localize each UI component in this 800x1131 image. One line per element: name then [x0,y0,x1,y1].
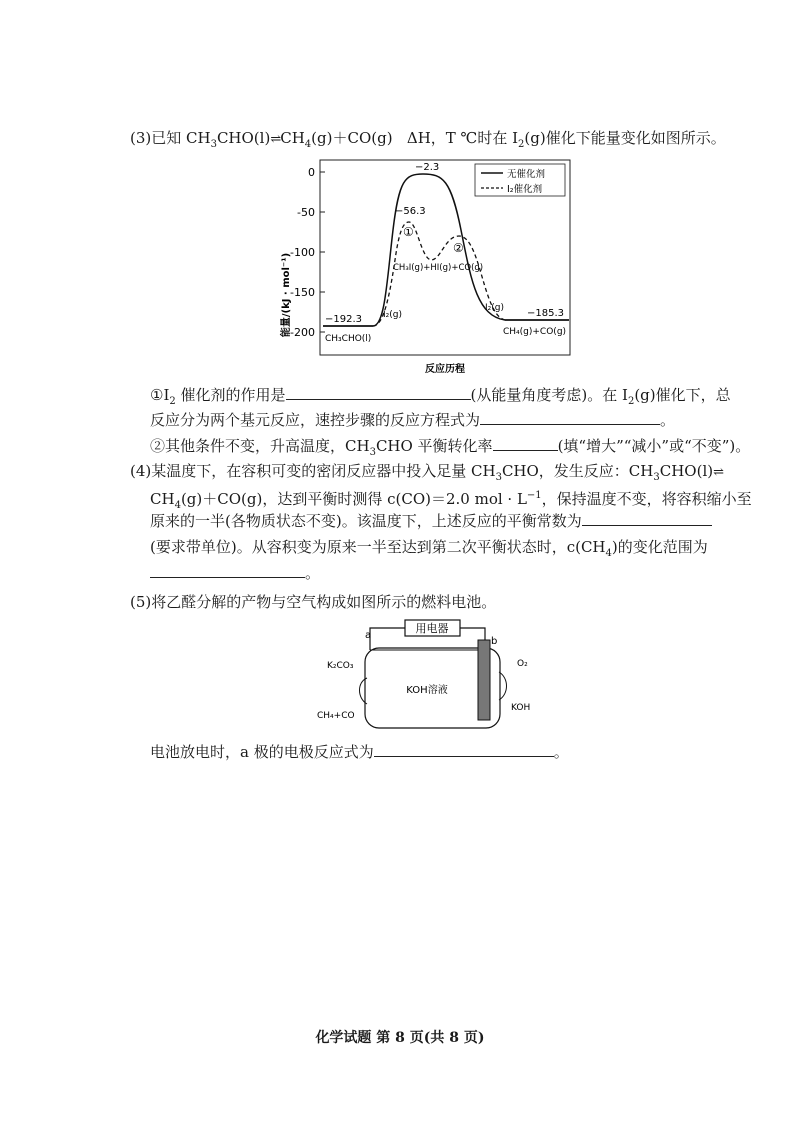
q4-line4: (要求带单位)。从容积变为原来一半至达到第二次平衡状态时，$c(CH_4)$的变化范围为 [150,538,708,559]
chart-ylabel: 能量/(kJ · mol⁻¹) [281,252,292,338]
koh-label: KOH [511,703,531,713]
peak-no-catalyst-label: −2.3 [415,162,440,173]
answer-blank-conversion[interactable] [493,436,558,451]
q4-line2: $CH_4(g)+CO(g)$，达到平衡时测得 c(CO)＝2.0 mol · $L^{-1}$，保持温度不变，将容积缩小至 [150,490,752,511]
start-value-label: −192.3 [325,314,363,325]
chart-legend [475,164,565,196]
q5-answer-line: 电池放电时，a 极的电极反应式为 。 [150,743,569,761]
end-value-label: −185.3 [527,308,565,319]
electrode-b [478,640,490,720]
electrode-a-label: a [365,630,372,641]
end-species-label: CH₄(g)+CO(g) [503,327,567,337]
chart-xlabel: 反应历程 [425,364,465,375]
k2co3-label: K₂CO₃ [327,661,354,671]
y-tick-0: 0 [308,166,315,179]
i2-right-label: I₂(g) [485,303,504,313]
legend-catalyst: I₂催化剂 [507,184,543,195]
y-tick-minus150: -150 [290,286,315,299]
circle-one-label: ① [403,225,414,239]
answer-blank-equilibrium-constant[interactable] [582,511,712,526]
q5-title: (5)将乙醛分解的产物与空气构成如图所示的燃料电池。 [130,593,497,611]
answer-blank-catalyst-role[interactable] [286,385,471,400]
answer-blank-ch4-range[interactable] [150,563,305,578]
equilibrium-arrow-icon: ⇌ [713,465,724,480]
q3-1-line2: 反应分为两个基元反应，速控步骤的反应方程式为 。 [150,411,676,429]
fuel-cell-diagram [305,618,565,733]
y-tick-minus200: -200 [290,326,315,339]
i2-left-label: I₂(g) [383,310,402,320]
q4-line5: 。 [150,563,320,583]
answer-blank-rate-step[interactable] [480,410,660,425]
series-no-catalyst [323,174,569,326]
equilibrium-arrow-icon: ⇌ [270,132,281,147]
load-label: 用电器 [415,622,449,635]
q3-line: (3)已知 $CH_3CHO(l)\rightleftharpoons CH_4(g)+CO(g)$ ΔH，T ℃时在 $I_2(g)$催化下能量变化如图所示。 [130,129,726,150]
peak-catalyst-label: −56.3 [395,206,426,217]
q3-1-line1: $①I_2$ 催化剂的作用是 (从能量角度考虑)。在 $I_2(g)$催化下，总 [150,386,731,407]
intermediate-label: CH₃I(g)+HI(g)+CO(g) [393,263,484,273]
circuit-wire [370,628,405,650]
start-species-label: CH₃CHO(l) [325,334,372,344]
y-tick-minus50: -50 [297,206,315,219]
y-tick-minus100: -100 [290,246,315,259]
ch4co-label: CH₄+CO [317,711,355,721]
q4-line1: (4)某温度下，在容积可变的密闭反应器中投入足量 $CH_3CHO$，发生反应：$CH_3CHO(l)\rightleftharpoons$ [130,462,724,483]
circle-two-label: ② [453,241,464,255]
q4-line3: 原来的一半(各物质状态不变)。该温度下，上述反应的平衡常数为 [150,511,712,531]
electrolyte-label: KOH溶液 [406,685,448,696]
left-arrow-out [360,678,368,704]
energy-diagram [265,150,605,375]
electrode-b-label: b [491,636,498,647]
answer-blank-electrode-reaction[interactable] [374,742,554,757]
o2-label: O₂ [517,659,528,669]
page-footer: 化学试题 第 8 页(共 8 页) [315,1030,485,1046]
q3-2-line: ②其他条件不变，升高温度，$CH_3CHO$ 平衡转化率 (填“增大”“减小”或“不变”)。 [150,437,751,458]
legend-no-catalyst: 无催化剂 [507,169,546,180]
